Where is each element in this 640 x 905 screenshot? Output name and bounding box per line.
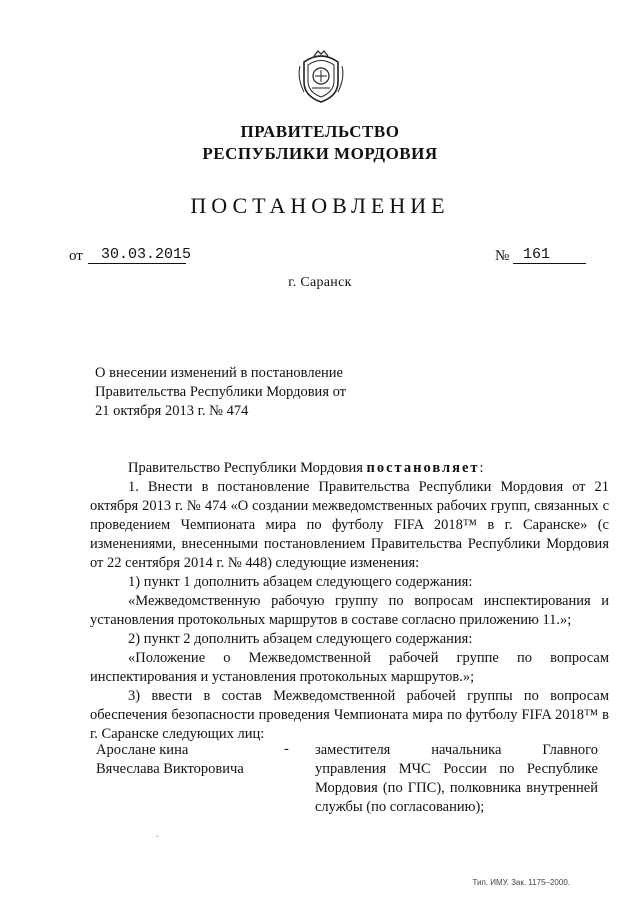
document-number: 161 (513, 246, 586, 264)
paragraph-4: 2) пункт 2 дополнить абзацем следующего содержания: (128, 631, 473, 647)
paragraph-2: 1) пункт 1 дополнить абзацем следующего содержания: (128, 574, 473, 590)
decree-body (90, 459, 609, 744)
appointee-surname: Арослане кина (96, 742, 189, 758)
paragraph-5: «Положение о Межведомственной рабочей группе по вопросам инспектирования и установления протокольных маршрутов.»; (90, 650, 609, 685)
document-type: ПОСТАНОВЛЕНИЕ (190, 193, 450, 218)
paragraph-6: 3) ввести в состав Межведомственной рабочей группы по вопросам обеспечения безопасности проведения Чемпионата мира по футболу FIFA 2018™ в г. Саранске следующих лиц: (90, 688, 609, 742)
appointee-given-names: Вячеслава Викторовича (96, 761, 244, 777)
number-label: № (495, 248, 510, 264)
scan-speck: . (156, 829, 159, 840)
city: г. Саранск (288, 275, 352, 290)
decree-verb: постановляет (366, 460, 480, 476)
document-date: 30.03.2015 (88, 246, 186, 264)
decree-intro (90, 459, 609, 478)
coat-of-arms-emblem (296, 48, 346, 104)
subject-line: О внесении изменений в постановление (95, 365, 343, 381)
subject-line: 21 октября 2013 г. № 474 (95, 403, 249, 419)
government-title-line1: ПРАВИТЕЛЬСТВО (240, 122, 400, 141)
appointee-dash: - (284, 741, 289, 757)
date-label: от (69, 248, 83, 264)
paragraph-1: 1. Внести в постановление Правительства Республики Мордовия от 21 октября 2013 г. № 474 «О создании межведомственных рабочих групп, связанных с проведением Чемпионата мира по футболу FIFA 2018™ в г. Саранске» (с изменениями, внесенными постановлением Правительства Республики Мордовия от 22 сентября 2014 г. № 448) следующие изменения: (90, 479, 609, 571)
government-title-line2: РЕСПУБЛИКИ МОРДОВИЯ (202, 144, 438, 163)
print-footer: Тип. ИМУ. Зак. 1175–2000. (472, 878, 570, 887)
intro-text: Правительство Республики Мордовия (128, 460, 367, 476)
appointee-name (96, 741, 296, 779)
paragraph-3: «Межведомственную рабочую группу по вопросам инспектирования и установления протокольных маршрутов в составе согласно приложению 11.»; (90, 593, 609, 628)
intro-colon: : (479, 460, 484, 476)
subject-line: Правительства Республики Мордовия от (95, 384, 347, 400)
document-subject (95, 364, 395, 421)
appointee-position: заместителя начальника Главного управления МЧС России по Республике Мордовия (по ГПС), полковника внутренней службы (по согласованию); (315, 742, 598, 815)
